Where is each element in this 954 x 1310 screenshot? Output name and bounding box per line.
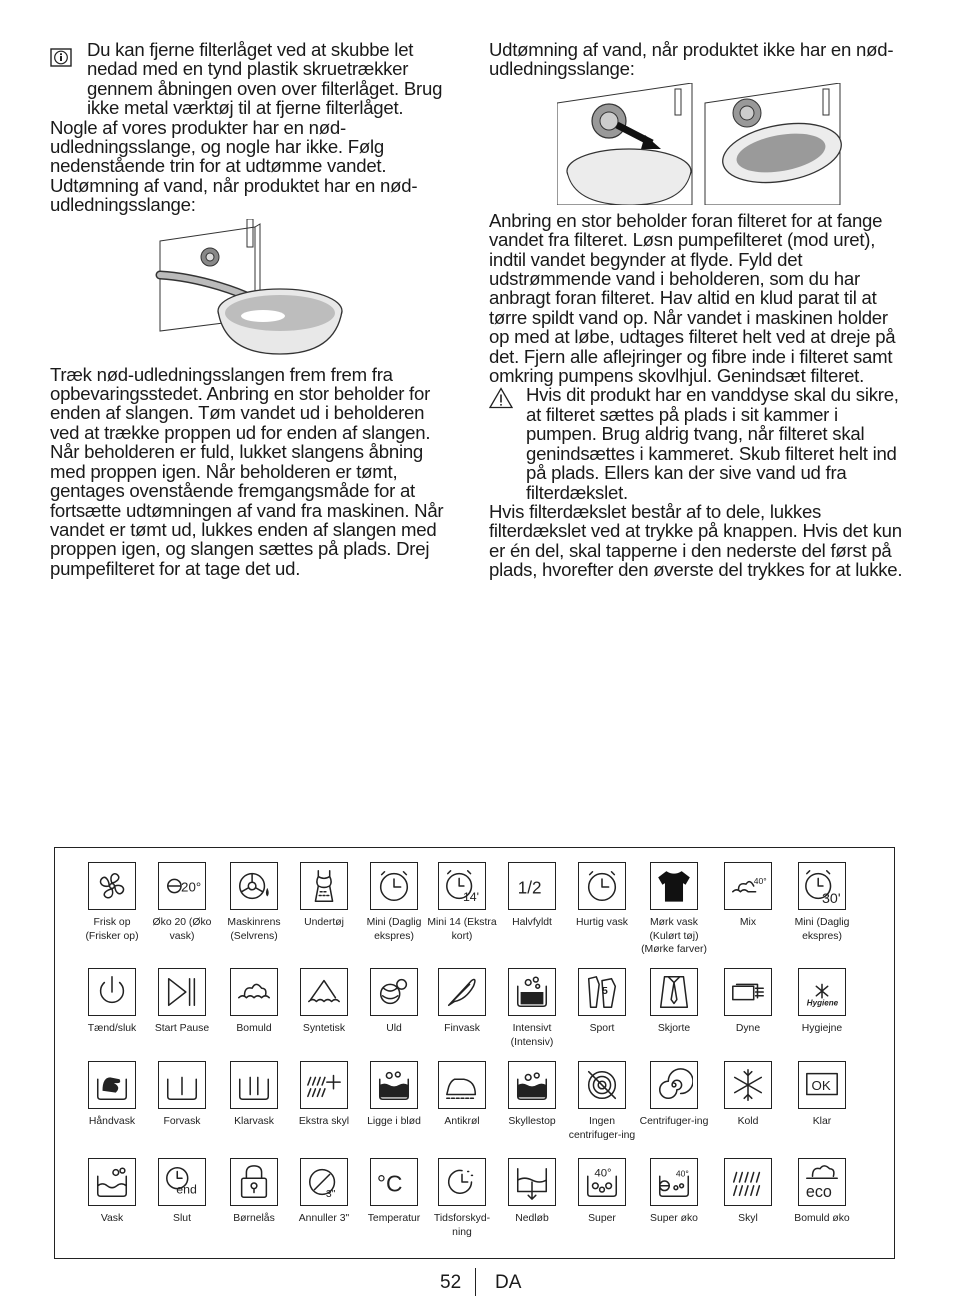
cotton-eco-icon — [803, 1163, 841, 1201]
duvet-icon — [729, 973, 767, 1011]
legend-icon-box — [370, 1061, 418, 1109]
legend-label: Hygiejne — [801, 1023, 843, 1034]
legend-item — [565, 862, 639, 930]
legend-item — [495, 862, 569, 930]
legend-label: Bomuld — [236, 1023, 272, 1034]
legend-label: Slut — [173, 1213, 191, 1224]
feather-icon — [443, 973, 481, 1011]
paragraph: Udtømning af vand, når produktet har en nød-udledningsslange: — [50, 174, 418, 216]
legend-item — [565, 1061, 639, 1142]
start-pause-icon — [163, 973, 201, 1011]
info-note — [50, 40, 450, 118]
legend-label: Tidsforskyd-ning — [433, 1213, 491, 1238]
legend-icon-box — [798, 1158, 846, 1206]
warning-note — [489, 385, 909, 501]
legend-label: Uld — [386, 1023, 402, 1034]
legend-item — [711, 862, 785, 930]
clock-14-icon — [443, 867, 481, 905]
legend-icon-box — [508, 1158, 556, 1206]
legend-icon-box — [650, 1061, 698, 1109]
rinse-icon — [729, 1163, 767, 1201]
end-icon — [163, 1163, 201, 1201]
legend-icon-box — [438, 1061, 486, 1109]
legend-item — [145, 1158, 219, 1226]
legend-label: Start Pause — [154, 1023, 210, 1034]
legend-icon-box — [370, 968, 418, 1016]
eco20-icon — [163, 867, 201, 905]
hygiene-icon — [803, 973, 841, 1011]
filter-drain-illustration — [557, 83, 847, 205]
extra-rinse-icon — [305, 1066, 343, 1104]
legend-item — [711, 1158, 785, 1226]
legend-label: Klar — [812, 1116, 832, 1127]
legend-label: Finvask — [444, 1023, 480, 1034]
super-eco-icon — [655, 1163, 693, 1201]
legend-item — [145, 862, 219, 943]
svg-text:1/2: 1/2 — [517, 878, 542, 898]
legend-label: Børnelås — [233, 1213, 275, 1224]
legend-icon-box — [88, 968, 136, 1016]
legend-icon-box — [300, 1158, 348, 1206]
legend-item — [357, 862, 431, 943]
cotton-icon — [235, 973, 273, 1011]
lingerie-icon — [305, 867, 343, 905]
legend-item — [287, 1061, 361, 1129]
program-icon-legend — [54, 847, 895, 1259]
legend-item — [75, 1158, 149, 1226]
legend-icon-box — [230, 1061, 278, 1109]
emergency-hose-drain-illustration — [155, 219, 345, 359]
legend-icon-box — [300, 968, 348, 1016]
ok-icon — [803, 1066, 841, 1104]
sport-icon — [583, 973, 621, 1011]
legend-icon-box — [724, 1158, 772, 1206]
legend-label: Ingen centrifuger-ing — [568, 1116, 636, 1141]
svg-text:5: 5 — [602, 985, 608, 997]
legend-icon-box — [508, 862, 556, 910]
paragraph: Hvis filterdækslet består af to dele, lukkes filterdækslet ved at trykke på knappen. Hvis det kun er én del, skal tapperne i den nederste del først på plads, hvorefter den øverste del trykkes for at lukke. — [489, 500, 903, 581]
legend-item — [425, 1061, 499, 1129]
legend-icon-box — [158, 1158, 206, 1206]
legend-label: Mørk vask (Kulørt tøj) (Mørke farver) — [641, 917, 707, 955]
legend-label: Klarvask — [234, 1116, 274, 1127]
legend-item — [637, 1158, 711, 1226]
legend-item — [495, 968, 569, 1049]
legend-item — [785, 1061, 859, 1129]
svg-text:40°: 40° — [753, 876, 767, 887]
legend-item — [75, 1061, 149, 1129]
legend-label: Mini (Daglig ekspres) — [794, 917, 850, 942]
legend-item — [425, 1158, 499, 1239]
no-spin-icon — [583, 1066, 621, 1104]
right-column — [489, 40, 909, 580]
legend-label: Bomuld øko — [794, 1213, 850, 1224]
wool-icon — [375, 973, 413, 1011]
warning-note-text: Hvis dit produkt har en vanddyse skal du sikre, at filteret sættes på plads i sit kammer i pumpen. Brug aldrig tvang, når filteret skal genindsættes i kammeret. Skub filteret helt ind på plads. Ellers kan der sive vand ud fra filterdækslet. — [526, 384, 899, 503]
legend-icon-box — [158, 968, 206, 1016]
legend-icon-box — [158, 1061, 206, 1109]
svg-text:3": 3" — [325, 1189, 336, 1201]
legend-label: Øko 20 (Øko vask) — [152, 917, 212, 942]
delay-icon — [443, 1163, 481, 1201]
svg-text:14': 14' — [462, 890, 480, 905]
legend-icon-box — [578, 1061, 626, 1109]
clock-icon — [583, 867, 621, 905]
legend-item — [145, 1061, 219, 1129]
footer-divider — [475, 1268, 476, 1296]
paragraph: Udtømning af vand, når produktet ikke har en nød-udledningsslange: — [489, 39, 894, 80]
legend-label: Nedløb — [515, 1213, 549, 1224]
legend-item — [217, 862, 291, 943]
legend-icon-box — [300, 1061, 348, 1109]
legend-icon-box — [230, 968, 278, 1016]
handwash-icon — [93, 1066, 131, 1104]
half-load-icon — [513, 867, 551, 905]
legend-label: Mini (Daglig ekspres) — [366, 917, 422, 942]
paragraph: Anbring en stor beholder foran filteret for at fange vandet fra filteret. Løsn pumpefilteret (mod uret), indtil vandet begynder at flyde. Fyld det udstrømmende vand i beholderen, som du har anbragt foran filteret. Hav altid en klud parat til at tørre spildt vand op. Når vandet i maskinen holder op med at løbe, udtages filteret helt ved at dreje på det. Fjern alle aflejringer og fibre inde i filteret samt omkring pumpens skovlhjul. Genindsæt filteret. — [489, 209, 896, 387]
legend-item — [145, 968, 219, 1036]
legend-item — [785, 968, 859, 1036]
legend-item — [637, 862, 711, 957]
legend-item — [711, 1061, 785, 1129]
svg-text:30': 30' — [822, 891, 841, 905]
svg-text:end: end — [176, 1182, 197, 1197]
legend-icon-box — [300, 862, 348, 910]
legend-icon-box — [158, 862, 206, 910]
svg-text:40°: 40° — [675, 1168, 689, 1179]
legend-item — [711, 968, 785, 1036]
legend-label: Centrifuger-ing — [639, 1116, 709, 1127]
left-column — [50, 40, 450, 578]
wash-icon — [93, 1163, 131, 1201]
legend-item — [637, 968, 711, 1036]
legend-label: Skyllestop — [508, 1116, 556, 1127]
legend-item — [75, 968, 149, 1036]
prewash-icon — [163, 1066, 201, 1104]
legend-label: Maskinrens (Selvrens) — [227, 917, 281, 942]
spin-icon — [655, 1066, 693, 1104]
legend-icon-box — [88, 1158, 136, 1206]
page-footer — [0, 1268, 954, 1298]
legend-label: Skjorte — [657, 1023, 691, 1034]
legend-item — [357, 1158, 431, 1226]
shirt-tie-icon — [655, 973, 693, 1011]
legend-item — [217, 1061, 291, 1129]
warning-triangle-icon — [489, 387, 513, 409]
legend-item — [495, 1061, 569, 1129]
drain-icon — [513, 1163, 551, 1201]
legend-item — [565, 968, 639, 1036]
clock-30-icon — [803, 867, 841, 905]
snowflake-icon — [729, 1066, 767, 1104]
svg-text:eco: eco — [805, 1183, 832, 1201]
legend-icon-box — [798, 862, 846, 910]
iron-icon — [443, 1066, 481, 1104]
legend-label: Super — [588, 1213, 616, 1224]
svg-text:40°: 40° — [594, 1167, 612, 1180]
legend-label: Halvfyldt — [512, 917, 552, 928]
legend-item — [357, 1061, 431, 1129]
legend-icon-box — [798, 968, 846, 1016]
legend-item — [785, 862, 859, 943]
info-note-text: Du kan fjerne filterlåget ved at skubbe let nedad med en tynd plastik skruetrækker gennem åbningen oven over filterlåget. Brug ikke metal værktøj til at fjerne filterlåget. — [87, 39, 443, 119]
paragraph: Træk nød-udledningsslangen frem frem fra opbevaringsstedet. Anbring en stor beholder for enden af slangen. Tøm vandet ud i beholderen ved at trække proppen ud for enden af slangen. Når beholderen er fuld, lukket slangens åbning med proppen igen. Når beholderen er tømt, gentages ovenstående fremgangsmåde for at fortsætte udtømningen af vand fra maskinen. Når vandet er tømt ud, lukkes enden af slangen med proppen igen, og slangen sættes på plads. Drej pumpefilteret for at tage det ud. — [50, 363, 444, 579]
legend-item — [357, 968, 431, 1036]
intensive-icon — [513, 973, 551, 1011]
legend-label: Annuller 3" — [298, 1213, 350, 1224]
legend-item — [287, 1158, 361, 1226]
legend-label: Undertøj — [304, 917, 344, 928]
legend-label: Hurtig vask — [576, 917, 628, 928]
temperature-icon — [375, 1163, 413, 1201]
legend-icon-box — [230, 862, 278, 910]
legend-icon-box — [650, 862, 698, 910]
mix-icon — [729, 867, 767, 905]
legend-item — [565, 1158, 639, 1226]
legend-icon-box — [508, 1061, 556, 1109]
legend-icon-box — [724, 968, 772, 1016]
legend-icon-box — [798, 1061, 846, 1109]
legend-icon-box — [578, 1158, 626, 1206]
legend-label: Intensivt (Intensiv) — [510, 1023, 554, 1048]
svg-text:Hygiene: Hygiene — [806, 998, 839, 1008]
main-wash-icon — [235, 1066, 273, 1104]
legend-label: Mini 14 (Ekstra kort) — [427, 917, 497, 942]
page-number: 52 — [440, 1272, 462, 1293]
legend-label: Temperatur — [367, 1213, 421, 1224]
legend-icon-box — [438, 862, 486, 910]
super-icon — [583, 1163, 621, 1201]
fan-icon — [93, 867, 131, 905]
language-code: DA — [495, 1272, 522, 1293]
legend-icon-box — [88, 1061, 136, 1109]
legend-icon-box — [230, 1158, 278, 1206]
legend-item — [75, 862, 149, 943]
rinse-hold-icon — [513, 1066, 551, 1104]
soak-icon — [375, 1066, 413, 1104]
legend-icon-box — [508, 968, 556, 1016]
legend-label: Dyne — [735, 1023, 761, 1034]
legend-item — [637, 1061, 711, 1129]
legend-label: Håndvask — [88, 1116, 136, 1127]
legend-item — [495, 1158, 569, 1226]
legend-icon-box — [578, 968, 626, 1016]
drum-clean-icon — [235, 867, 273, 905]
svg-text:20°: 20° — [181, 879, 201, 895]
legend-item — [217, 1158, 291, 1226]
legend-icon-box — [724, 862, 772, 910]
legend-item — [425, 862, 499, 943]
legend-label: Sport — [589, 1023, 615, 1034]
legend-item — [785, 1158, 859, 1226]
legend-label: Syntetisk — [302, 1023, 346, 1034]
dark-shirt-icon — [655, 867, 693, 905]
legend-label: Forvask — [163, 1116, 201, 1127]
legend-label: Super øko — [650, 1213, 698, 1224]
legend-label: Antikrøl — [444, 1116, 480, 1127]
svg-text:OK: OK — [811, 1077, 831, 1093]
legend-label: Tænd/sluk — [87, 1023, 137, 1034]
info-icon — [50, 48, 72, 67]
legend-icon-box — [370, 1158, 418, 1206]
legend-label: Ligge i blød — [367, 1116, 421, 1127]
legend-label: Vask — [100, 1213, 124, 1224]
legend-icon-box — [370, 862, 418, 910]
legend-item — [425, 968, 499, 1036]
paragraph: Nogle af vores produkter har en nød-udledningsslange, og nogle har ikke. Følg nedenstående trin for at udtømme vandet. — [50, 116, 387, 177]
legend-item — [287, 862, 361, 930]
power-icon — [93, 973, 131, 1011]
legend-icon-box — [438, 1158, 486, 1206]
legend-icon-box — [88, 862, 136, 910]
legend-label: Ekstra skyl — [298, 1116, 350, 1127]
legend-icon-box — [650, 968, 698, 1016]
legend-label: Mix — [739, 917, 757, 928]
cancel-3-icon — [305, 1163, 343, 1201]
legend-icon-box — [438, 968, 486, 1016]
legend-label: Frisk op (Frisker op) — [85, 917, 139, 942]
legend-item — [217, 968, 291, 1036]
synthetic-icon — [305, 973, 343, 1011]
legend-icon-box — [650, 1158, 698, 1206]
svg-text:°C: °C — [376, 1170, 403, 1197]
legend-label: Kold — [737, 1116, 759, 1127]
clock-icon — [375, 867, 413, 905]
legend-icon-box — [578, 862, 626, 910]
legend-label: Skyl — [738, 1213, 758, 1224]
legend-item — [287, 968, 361, 1036]
child-lock-icon — [235, 1163, 273, 1201]
legend-icon-box — [724, 1061, 772, 1109]
